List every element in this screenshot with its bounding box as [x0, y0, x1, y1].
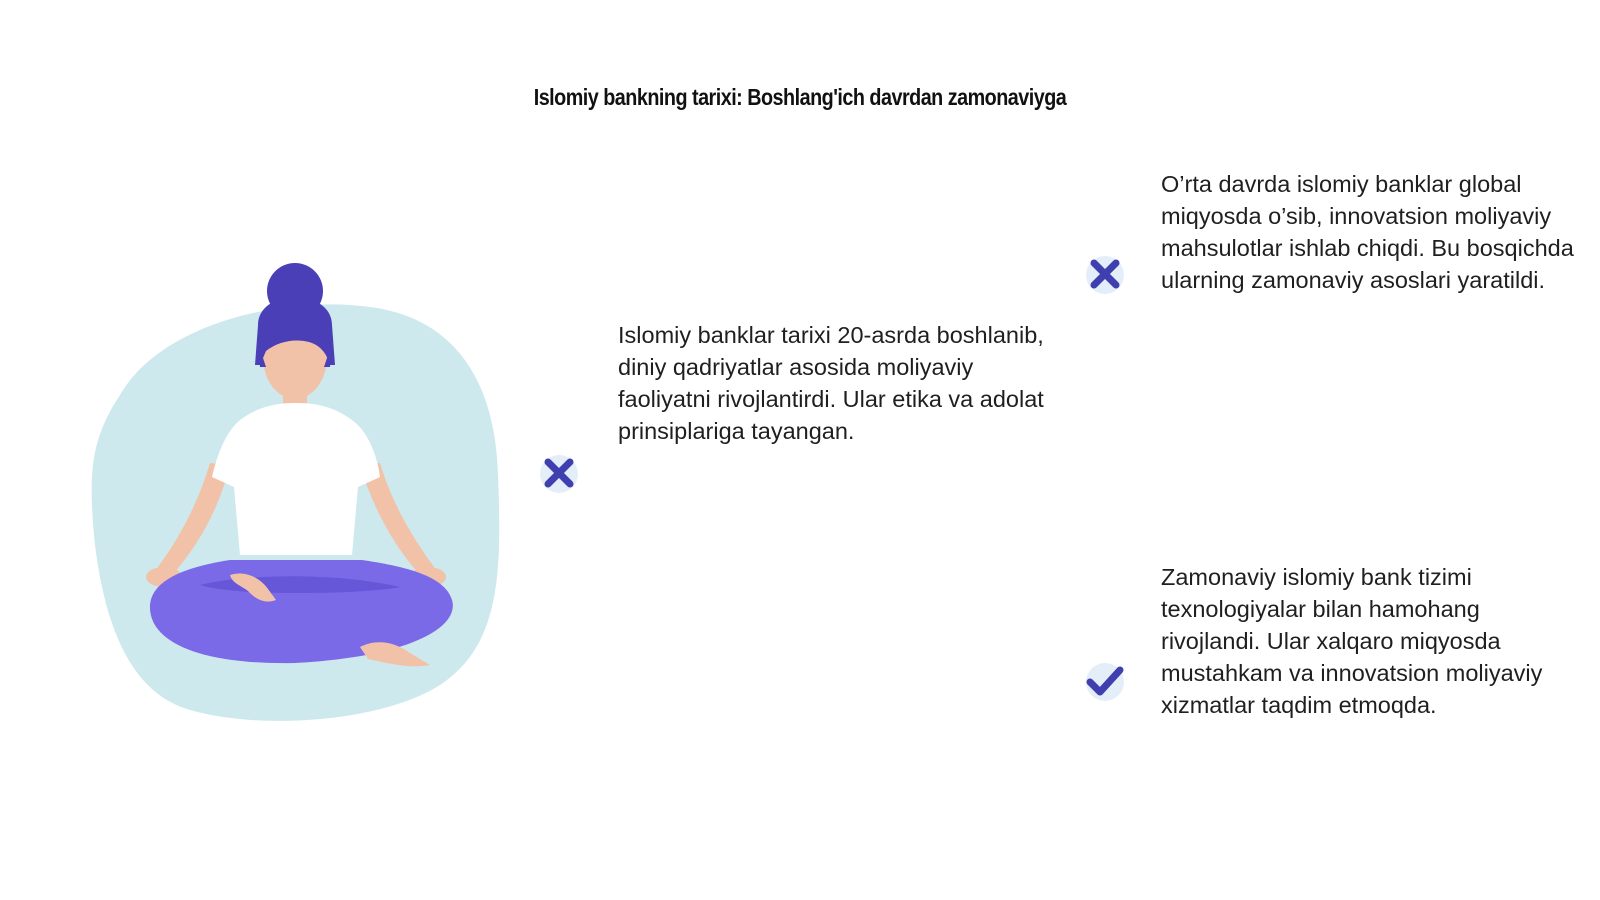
- point-3-marker: [1082, 658, 1128, 704]
- cross-icon: [1082, 251, 1128, 297]
- point-1-text: Islomiy banklar tarixi 20-asrda boshlanib, diniy qadriyatlar asosida moliyaviy faoliyatni rivojlantirdi. Ular etika va adolat prinsiplariga tayangan.: [618, 322, 1044, 444]
- point-1-marker: [536, 450, 582, 496]
- check-icon: [1082, 658, 1128, 704]
- point-3-text: Zamonaviy islomiy bank tizimi texnologiyalar bilan hamohang rivojlandi. Ular xalqaro miqyosda mustahkam va innovatsion moliyaviy xizmatlar taqdim etmoqda.: [1161, 564, 1543, 718]
- point-2-marker: [1082, 251, 1128, 297]
- cross-icon: [536, 450, 582, 496]
- meditation-illustration: [80, 255, 520, 735]
- point-2-text: O’rta davrda islomiy banklar global miqyosda o’sib, innovatsion moliyaviy mahsulotlar ishlab chiqdi. Bu bosqichda ularning zamonaviy asoslari yaratildi.: [1161, 171, 1574, 293]
- slide-title: Islomiy bankning tarixi: Boshlang'ich davrdan zamonaviyga: [533, 84, 1067, 110]
